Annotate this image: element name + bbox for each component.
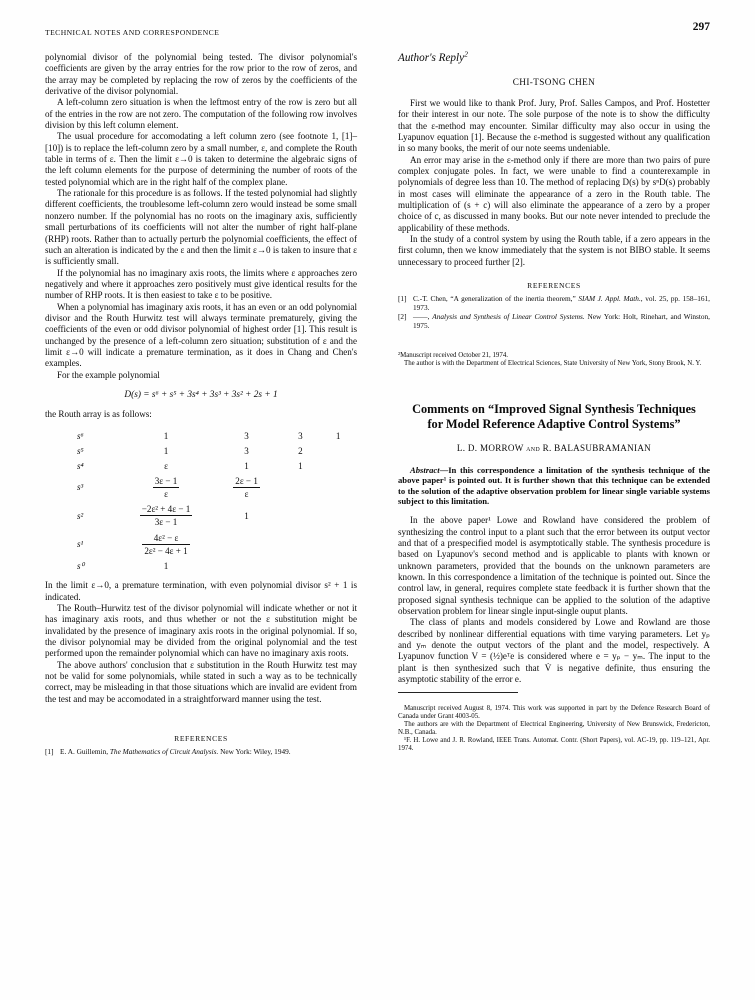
cell-fraction — [212, 473, 282, 501]
fraction-numerator: −2ε² + 4ε − 1 — [140, 504, 192, 516]
cell — [282, 473, 320, 501]
cell: 3 — [244, 430, 249, 441]
table-row — [45, 502, 357, 530]
reference-number: [1] — [398, 294, 407, 304]
cell — [319, 443, 357, 458]
fraction-numerator: 2ε − 1 — [233, 476, 260, 488]
cell — [282, 558, 320, 574]
reference-journal-italic: SIAM J. Appl. Math. — [578, 294, 641, 304]
row-label: s⁰ — [77, 560, 85, 571]
polynomial-equation: D(s) = s⁶ + s⁵ + 3s⁴ + 3s³ + 3s² + 2s + 1 — [124, 389, 278, 400]
cell — [282, 502, 320, 530]
paragraph: A left-column zero situation is when the leftmost entry of the row is zero but all of the entries in the row are not zero. The computation of the following row involves division by this left column element. — [45, 97, 357, 131]
abstract-label: Abstract — [410, 464, 440, 475]
fraction-denominator: 3ε − 1 — [154, 517, 178, 528]
cell: 1 — [244, 510, 249, 521]
reference-title-italic: The Mathematics of Circuit Analysis. — [109, 747, 219, 757]
row-label: s¹ — [77, 539, 84, 550]
footnote: Manuscript received August 8, 1974. This work was supported in part by the Defence Research Board of Canada under Grant 4003-05. — [398, 704, 710, 720]
article-title-line1: Comments on “Improved Signal Synthesis Techniques — [412, 401, 696, 416]
cell: 3 — [244, 445, 249, 456]
row-label: s⁵ — [77, 445, 84, 456]
reference-item — [45, 748, 357, 757]
footnote-rule — [398, 692, 518, 693]
footnote: ¹F. H. Lowe and J. R. Rowland, IEEE Trans. Automat. Contr. (Short Papers), vol. AC-19, pp. 119–121, Apr. 1974. — [398, 736, 710, 752]
reference-item — [398, 295, 710, 312]
paragraph: When a polynomial has imaginary axis roots, it has an even or an odd polynomial divisor and the Routh Hurwitz test will always terminate prematurely, giving the coefficients of the even or odd divisor polynomial of highest order [1]. This result is unchanged by the presence of a left-column zero situation; substitution of ε and the limit ε→0 will indicate a premature termination, as it does in Chang and Chen's examples. — [45, 301, 357, 369]
authors-reply-label: Author's Reply — [398, 52, 465, 64]
footnote: The author is with the Department of Electrical Sciences, State University of New York, Stony Brook, N. Y. — [404, 359, 702, 367]
cell-fraction — [120, 473, 211, 501]
paragraph: In the limit ε→0, a premature termination, with even polynomial divisor s² + 1 is indicated. — [45, 580, 357, 602]
reference-text-after: New York: Wiley, 1949. — [218, 747, 291, 757]
cell: 1 — [335, 430, 341, 441]
paragraph: The class of plants and models considered by Lowe and Rowland are those described by nonlinear differential equations with time varying parameters. Let yₚ and yₘ denote the output vectors of the plant and the model, respectively. A Lyapunov function V = (½)eᵀe is considered where e = yₚ − yₘ. The input to the plant is then synthesized such that V̇ is negative definite, thus ensuring the asymptotic stability of the error e. — [398, 617, 710, 685]
byline-conjunction: and — [526, 443, 540, 453]
running-head — [45, 21, 710, 42]
reply-footnotes — [398, 352, 710, 368]
footnote: The authors are with the Department of Electrical Engineering, University of New Brunswick, Fredericton, N.B., Canada. — [398, 720, 710, 736]
authors-reply-footnote-marker: 2 — [464, 49, 468, 59]
routh-array-table — [45, 428, 357, 574]
cell: 1 — [244, 460, 249, 471]
footnote: ²Manuscript received October 21, 1974. — [398, 351, 508, 359]
paragraph: The rationale for this procedure is as follows. If the tested polynomial had slightly different coefficients, the troublesome left-column zero would instead be some small nonzero number. If the polynomial has no roots on the imaginary axis, sufficiently small perturbations of its coefficients will not alter the number of right half-plane (RHP) roots. Rather than to actually perturb the polynomial coefficients, the effect of such an alteration is indicated by the ε and then the limit ε→0 is taken to insure that ε is sufficiently small. — [45, 188, 357, 267]
paragraph: An error may arise in the ε-method only if there are more than two pairs of pure complex conjugate poles. In fact, we were unable to find a counterexample in polynomials of degree less than 10. The method of replacing D(s) by sⁿD(s) probably in most cases will eliminate the appearance of a zero in the Routh table. The multiplication of (s + c) will also eliminate the appearance of a zero by a proper choice of c, as discussed in many books. But our note never intended to preclude the applicability of these methods. — [398, 154, 710, 233]
cell: 1 — [298, 460, 303, 471]
equation-lead-in: For the example polynomial — [57, 369, 160, 380]
cell — [212, 530, 282, 558]
article-footnotes — [398, 705, 710, 754]
abstract — [398, 465, 710, 507]
array-lead-in: the Routh array is as follows: — [45, 408, 152, 419]
row-label: s⁶ — [77, 430, 84, 441]
authors-reply-heading — [398, 49, 710, 64]
cell — [319, 502, 357, 530]
reference-text-after: , vol. 25, pp. 158–161, 1973. — [413, 294, 711, 312]
article-title-line2: for Model Reference Adaptive Control Systems” — [427, 416, 681, 431]
page-number: 297 — [692, 21, 710, 33]
table-row — [45, 473, 357, 501]
references-heading: REFERENCES — [174, 734, 228, 744]
fraction-denominator: 2ε² − 4ε + 1 — [144, 545, 188, 556]
reference-text-before: E. A. Guillemin, — [60, 747, 110, 757]
byline-author-1: L. D. MORROW — [456, 442, 524, 453]
row-label: s² — [77, 510, 84, 521]
reply-author-byline: CHI-TSONG CHEN — [512, 77, 596, 87]
cell — [319, 473, 357, 501]
reference-item — [398, 313, 710, 330]
cell — [282, 530, 320, 558]
cell: 3 — [298, 430, 303, 441]
fraction-denominator: ε — [164, 488, 168, 499]
paragraph: In the study of a control system by using the Routh table, if a zero appears in the first column, then we know immediately that the system is not BIBO stable. It seems unnecessary to proceed further [2]. — [398, 234, 710, 267]
table-row — [45, 458, 357, 473]
right-column — [398, 49, 711, 753]
paragraph: In the above paper¹ Lowe and Rowland have considered the problem of synthesizing the control input to a plant such that the error between its output vector and that of a prespecified model is asymptotically stable. The synthesis procedure is based on Lyapunov's second method and is applicable to plants with known or unknown parameters, provided that the bounds on the unknown parameters are known. In this correspondence a limitation of the technique is pointed out. Since the control law, in general, requires complete state feedback it is further shown that the proposed signal synthesis technique can be applied to the solution of the adaptive observation problem for linear single input-single ouput plants. — [398, 515, 710, 617]
paragraph: If the polynomial has no imaginary axis roots, the limits where ε approaches zero negatively and where it approaches zero positively must give identical results for the number of RHP roots. It is then easiest to take ε to be positive. — [45, 267, 357, 301]
paragraph: The above authors' conclusion that ε substitution in the Routh Hurwitz test may not be valid for some polynomials, while stated in such a way as to be technically correct, may be misleading in that those situations which are invalid are evident from the test and may be accomodated in a straightforward manner using the test. — [45, 659, 357, 704]
reference-text-after: New York: Holt, Rinehart, and Winston, 1975. — [413, 312, 711, 330]
table-row — [45, 428, 357, 443]
table-row — [45, 443, 357, 458]
table-row — [45, 530, 357, 558]
paragraph: First we would like to thank Prof. Jury, Prof. Salles Campos, and Prof. Hostetter for their interest in our note. The sole purpose of the note is to show the difficulty that the ε-method may encounter. Similar difficulty may also occur in using the Lyapunov equation [1]. Because the ε-method is suggested without any qualification in so many books, the merit of our note seems undeniable. — [398, 98, 710, 154]
reference-title-italic: Analysis and Synthesis of Linear Control Systems. — [432, 312, 585, 322]
row-label: s³ — [77, 482, 84, 493]
byline-author-2: R. BALASUBRAMANIAN — [542, 442, 652, 453]
cell — [319, 530, 357, 558]
cell — [319, 458, 357, 473]
reference-number: [2] — [398, 312, 407, 322]
reference-number: [1] — [45, 747, 54, 757]
running-head-title: TECHNICAL NOTES AND CORRESPONDENCE — [45, 28, 220, 37]
fraction-numerator: 4ε² − ε — [142, 533, 189, 545]
left-column — [45, 52, 357, 758]
fraction-numerator: 3ε − 1 — [153, 476, 180, 488]
cell-fraction — [120, 502, 211, 530]
table-row — [45, 558, 357, 574]
reference-text-before: ——, — [413, 312, 433, 322]
cell: 2 — [298, 445, 303, 456]
cell-fraction — [120, 530, 211, 558]
cell: 1 — [163, 561, 169, 572]
reference-text-before: C.-T. Chen, “A generalization of the inertia theorem,” — [413, 294, 579, 304]
paragraph: The usual procedure for accomodating a left column zero (see footnote 1, [1]–[10]) is to replace the left-column zero by a small number, ε, and complete the Routh table in terms of ε. Then the limit ε→0 is taken to determine the algebraic signs of the left column elements for the purpose of determining the number of roots of the tested polynomial which are in the right half of the complex plane. — [45, 131, 357, 187]
cell: ε — [164, 460, 168, 471]
fraction-denominator: ε — [244, 488, 249, 499]
cell: 1 — [163, 445, 169, 456]
article-byline — [398, 443, 710, 453]
article-title — [398, 402, 710, 432]
cell: 1 — [163, 430, 169, 441]
paragraph: polynomial divisor of the polynomial being tested. The divisor polynomial's coefficients are given by the array entries for the row prior to the row of zeros, and the array may be completed by replacing the row of zeros by the coefficients of the derivative of the divisor polynomial. — [45, 52, 357, 97]
paragraph: The Routh–Hurwitz test of the divisor polynomial will indicate whether or not it has imaginary axis roots, and thus whether or not the ε substitution might be invalidated by the presence of imaginary axis roots in the original polynomial. If so, the divisor polynomial may be divided from the original polynomial and the test performed upon the remainder polynomial which can have no imaginary axis roots. — [45, 603, 357, 659]
cell — [319, 558, 357, 574]
references-heading: REFERENCES — [527, 281, 581, 291]
row-label: s⁴ — [77, 460, 84, 471]
cell — [212, 558, 282, 574]
abstract-text: —In this correspondence a limitation of the synthesis technique of the above paper¹ is pointed out. It is further shown that this technique can be extended to the solution of the adaptive observation problem for linear single variable systems subject to this limitation. — [398, 464, 710, 506]
